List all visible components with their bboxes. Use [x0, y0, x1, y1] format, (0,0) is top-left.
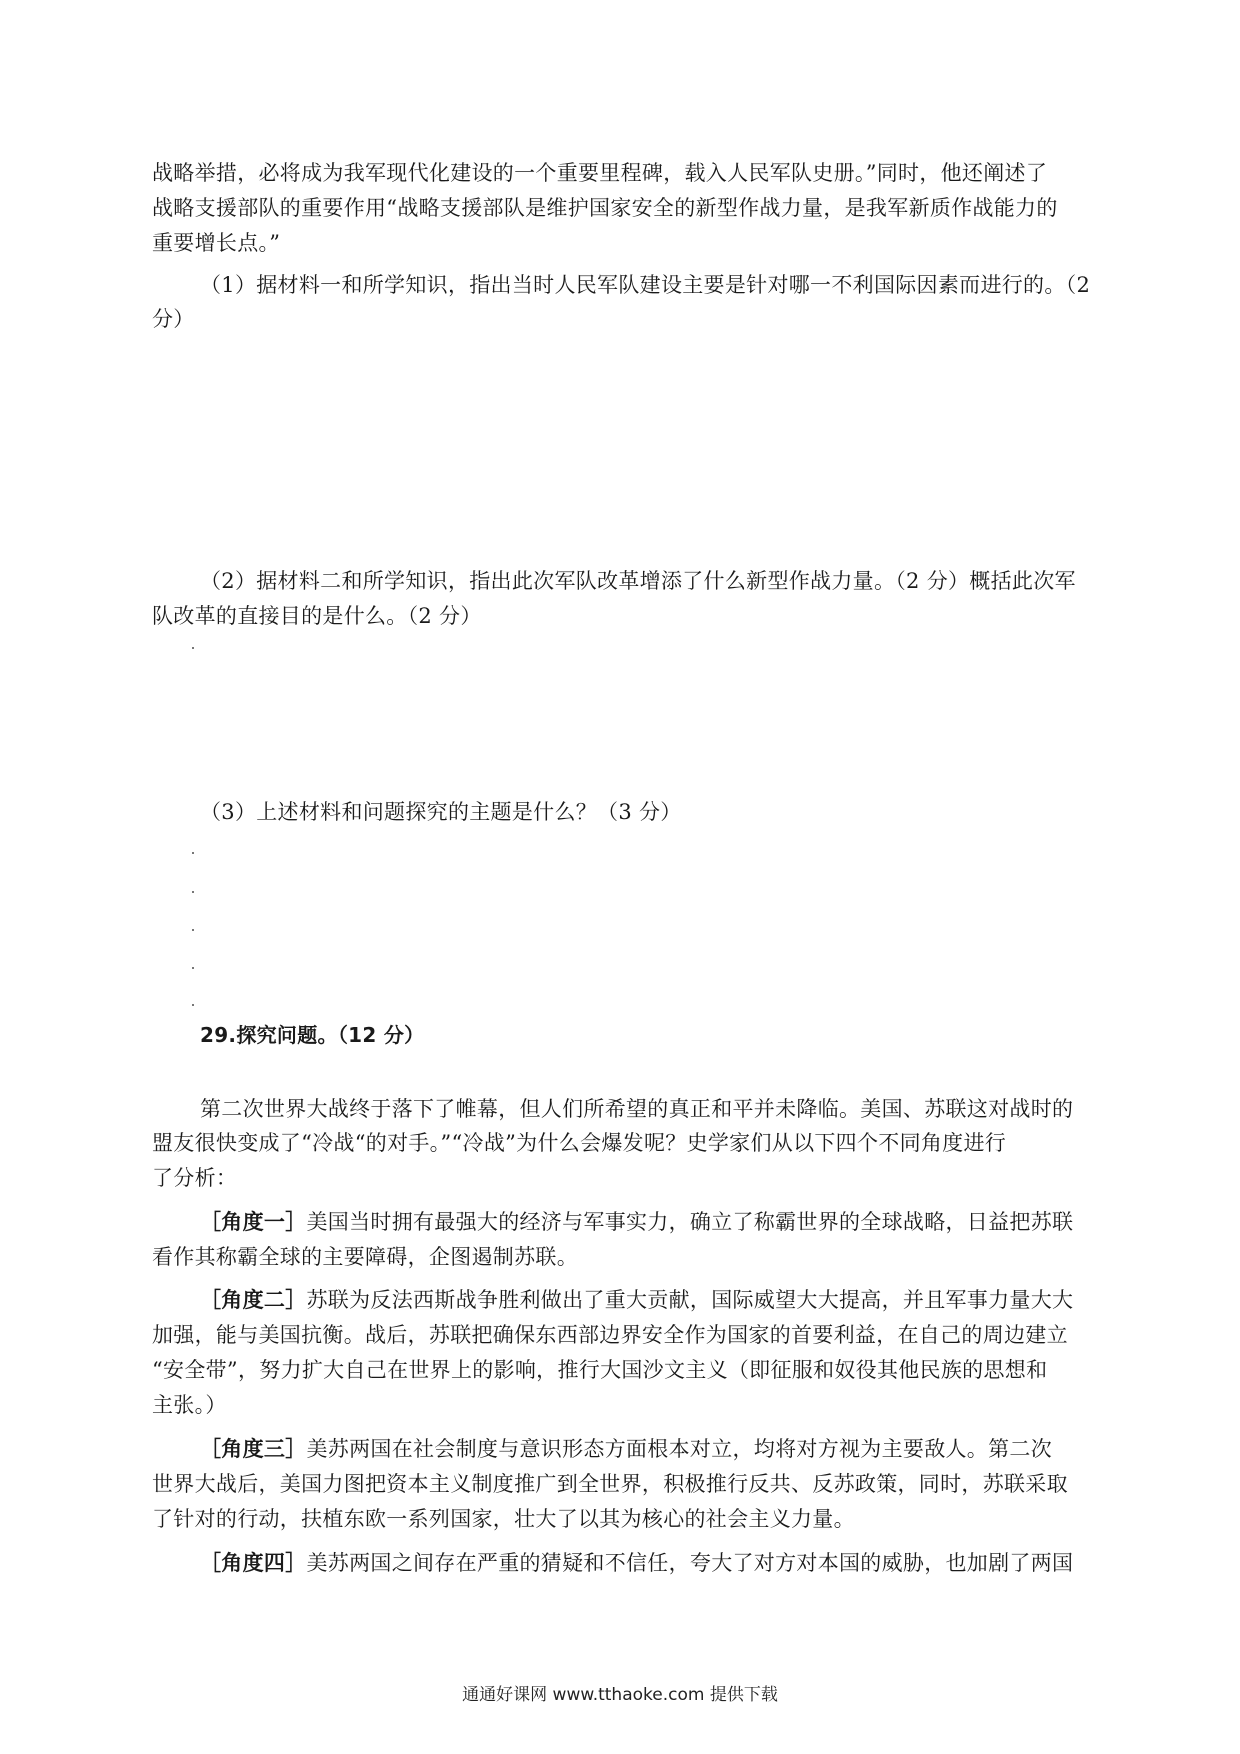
- angle-2-line-4: 主张。）: [152, 1393, 227, 1417]
- angle-2-tag: ［角度二］: [200, 1288, 307, 1312]
- scan-speck: [192, 647, 194, 649]
- angle-1-text: 美国当时拥有最强大的经济与军事实力，确立了称霸世界的全球战略，日益把苏联: [306, 1210, 1074, 1234]
- question-29-intro-line-2: 盟友很快变成了“冷战“的对手。”“冷战”为什么会爆发呢？史学家们从以下四个不同角度进行: [152, 1131, 1007, 1155]
- footer-credit: 通通好课网 www.tthaoke.com 提供下载: [462, 1685, 778, 1705]
- question-2-line-2: 队改革的直接目的是什么。（2 分）: [152, 604, 482, 628]
- angle-3-tag: ［角度三］: [200, 1437, 307, 1461]
- angle-1-tag: ［角度一］: [200, 1210, 307, 1234]
- angle-3-line-1: [200, 1434, 1140, 1464]
- angle-4-tag: ［角度四］: [200, 1551, 307, 1575]
- angle-4-text: 美苏两国之间存在严重的猜疑和不信任，夸大了对方对本国的威胁，也加剧了两国: [306, 1551, 1074, 1575]
- angle-1-line-2: 看作其称霸全球的主要障碍，企图遏制苏联。: [152, 1245, 578, 1269]
- question-29-intro-line-3: 了分析：: [152, 1166, 238, 1190]
- angle-3-line-3: 了针对的行动，扶植东欧一系列国家，壮大了以其为核心的社会主义力量。: [152, 1507, 855, 1531]
- question-2-line-1: （2）据材料二和所学知识，指出此次军队改革增添了什么新型作战力量。（2 分）概括此次军: [200, 569, 1076, 593]
- question-1-line-2: 分）: [152, 307, 195, 331]
- angle-3-line-2: 世界大战后，美国力图把资本主义制度推广到全世界，积极推行反共、反苏政策，同时，苏联采取: [152, 1472, 1068, 1496]
- material-line-1: 战略举措，必将成为我军现代化建设的一个重要里程碑，载入人民军队史册。”同时，他还阐述了: [152, 161, 1048, 185]
- scan-speck: [192, 967, 194, 969]
- material-line-2: 战略支援部队的重要作用“战略支援部队是维护国家安全的新型作战力量，是我军新质作战能力的: [152, 196, 1058, 220]
- scan-speck: [192, 1004, 194, 1006]
- question-3-line-1: （3）上述材料和问题探究的主题是什么？（3 分）: [200, 800, 682, 824]
- question-29-title: 29.探究问题。（12 分）: [200, 1023, 425, 1047]
- angle-4-line-1: [200, 1548, 1140, 1578]
- question-29-intro-line-1: 第二次世界大战终于落下了帷幕，但人们所希望的真正和平并未降临。美国、苏联这对战时的: [200, 1097, 1074, 1121]
- angle-3-text: 美苏两国在社会制度与意识形态方面根本对立，均将对方视为主要敌人。第二次: [306, 1437, 1052, 1461]
- angle-2-line-1: [200, 1285, 1140, 1315]
- material-line-3: 重要增长点。”: [152, 231, 281, 255]
- angle-2-line-3: “安全带”，努力扩大自己在世界上的影响，推行大国沙文主义（即征服和奴役其他民族的思想和: [152, 1358, 1048, 1382]
- angle-2-text: 苏联为反法西斯战争胜利做出了重大贡献，国际威望大大提高，并且军事力量大大: [306, 1288, 1074, 1312]
- scan-speck: [192, 891, 194, 893]
- scan-speck: [192, 852, 194, 854]
- scan-speck: [192, 929, 194, 931]
- question-1-line-1: （1）据材料一和所学知识，指出当时人民军队建设主要是针对哪一不利国际因素而进行的。（2: [200, 273, 1091, 297]
- angle-1-line-1: [200, 1207, 1140, 1237]
- angle-2-line-2: 加强，能与美国抗衡。战后，苏联把确保东西部边界安全作为国家的首要利益，在自己的周边建立: [152, 1323, 1068, 1347]
